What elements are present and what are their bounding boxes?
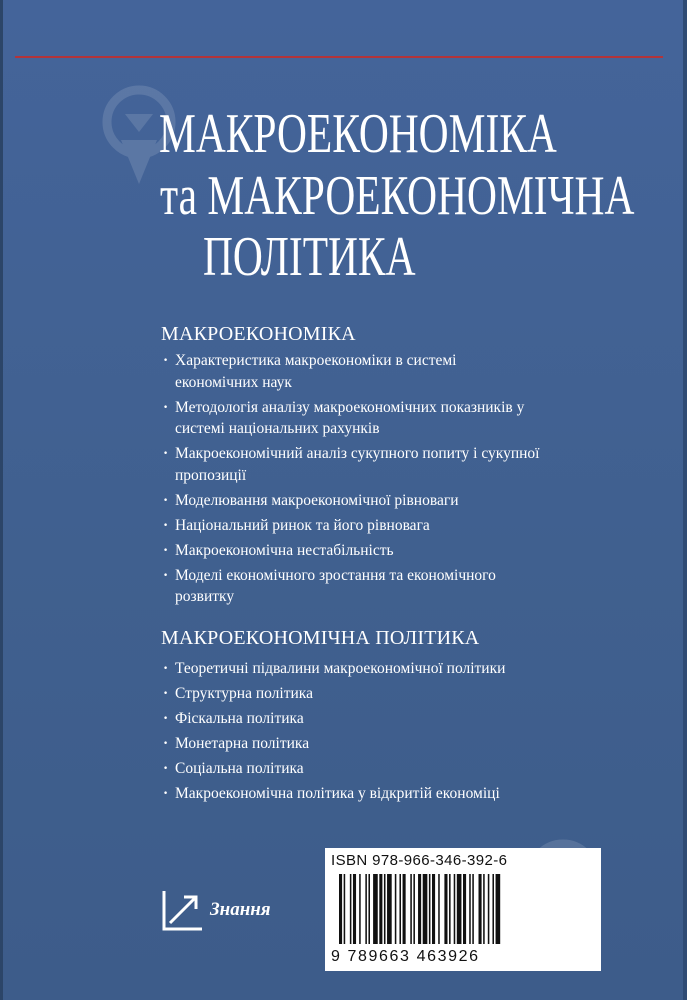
barcode-bar bbox=[413, 874, 415, 944]
barcode-bar bbox=[492, 874, 494, 944]
barcode-bar bbox=[379, 874, 382, 944]
barcode-bar bbox=[483, 874, 485, 944]
barcode-bar bbox=[423, 874, 428, 944]
title-line-3: ПОЛІТИКА bbox=[203, 226, 416, 288]
list-item: · Соціальна політика bbox=[163, 758, 543, 780]
barcode-bars bbox=[339, 874, 589, 944]
barcode-bar bbox=[403, 874, 406, 944]
barcode-bar bbox=[373, 874, 378, 944]
list-item: · Моделювання макроекономічної рівноваги bbox=[163, 490, 543, 512]
policy-topic-list bbox=[163, 658, 543, 808]
publisher-logo bbox=[160, 885, 300, 935]
barcode-bar bbox=[410, 874, 412, 944]
barcode-bar bbox=[344, 874, 346, 944]
barcode-bar bbox=[365, 874, 367, 944]
barcode-bar bbox=[339, 874, 342, 944]
barcode-bar bbox=[353, 874, 356, 944]
list-item: · Структурна політика bbox=[163, 683, 543, 705]
section-heading-macroeconomic-policy: МАКРОЕКОНОМІЧНА ПОЛІТИКА bbox=[161, 627, 480, 649]
top-red-rule bbox=[15, 56, 663, 58]
barcode-bar bbox=[350, 874, 352, 944]
barcode-bar bbox=[359, 874, 361, 944]
section-heading-macroeconomics: МАКРОЕКОНОМІКА bbox=[161, 323, 356, 345]
isbn-barcode bbox=[325, 848, 601, 971]
barcode-bar bbox=[472, 874, 474, 944]
list-item: · Національний ринок та його рівновага bbox=[163, 515, 543, 537]
barcode-bar bbox=[368, 874, 370, 944]
list-item: · Методологія аналізу макроекономічних показників у системі національних рахунків bbox=[163, 397, 543, 440]
list-item: · Моделі економічного зростання та економічного розвитку bbox=[163, 565, 543, 608]
list-item: · Фіскальна політика bbox=[163, 708, 543, 730]
list-item: · Теоретичні підвалини макроекономічної політики bbox=[163, 658, 543, 680]
list-item: · Характеристика макроекономіки в системі економічних наук bbox=[163, 350, 543, 393]
publisher-name: Знання bbox=[210, 899, 271, 920]
barcode-bar bbox=[463, 874, 466, 944]
title-line-2: та МАКРОЕКОНОМІЧНА bbox=[160, 165, 635, 227]
barcode-bar bbox=[479, 874, 482, 944]
barcode-bar bbox=[454, 874, 456, 944]
isbn-number: ISBN 978-966-346-392-6 bbox=[331, 852, 508, 869]
barcode-bar bbox=[488, 874, 490, 944]
barcode-bar bbox=[444, 874, 447, 944]
list-item: · Макроекономічна політика у відкритій економіці bbox=[163, 783, 543, 805]
macroeconomics-topic-list bbox=[163, 350, 543, 611]
barcode-bar bbox=[438, 874, 440, 944]
barcode-bar bbox=[469, 874, 471, 944]
list-item: · Макроекономічна нестабільність bbox=[163, 540, 543, 562]
barcode-bar bbox=[418, 874, 421, 944]
barcode-bar bbox=[384, 874, 386, 944]
barcode-bar bbox=[496, 874, 501, 944]
list-item: · Монетарна політика bbox=[163, 733, 543, 755]
barcode-bar bbox=[429, 874, 431, 944]
barcode-bar bbox=[432, 874, 435, 944]
barcode-bar bbox=[395, 874, 397, 944]
barcode-bar bbox=[457, 874, 462, 944]
barcode-bar bbox=[399, 874, 401, 944]
barcode-digits: 9 789663 463926 bbox=[331, 948, 480, 965]
barcode-bar bbox=[449, 874, 451, 944]
publisher-mark-icon bbox=[160, 887, 206, 933]
title-line-1: МАКРОЕКОНОМІКА bbox=[159, 103, 557, 165]
list-item: · Макроекономічний аналіз сукупного попиту і сукупної пропозиції bbox=[163, 443, 543, 486]
barcode-bar bbox=[387, 874, 392, 944]
